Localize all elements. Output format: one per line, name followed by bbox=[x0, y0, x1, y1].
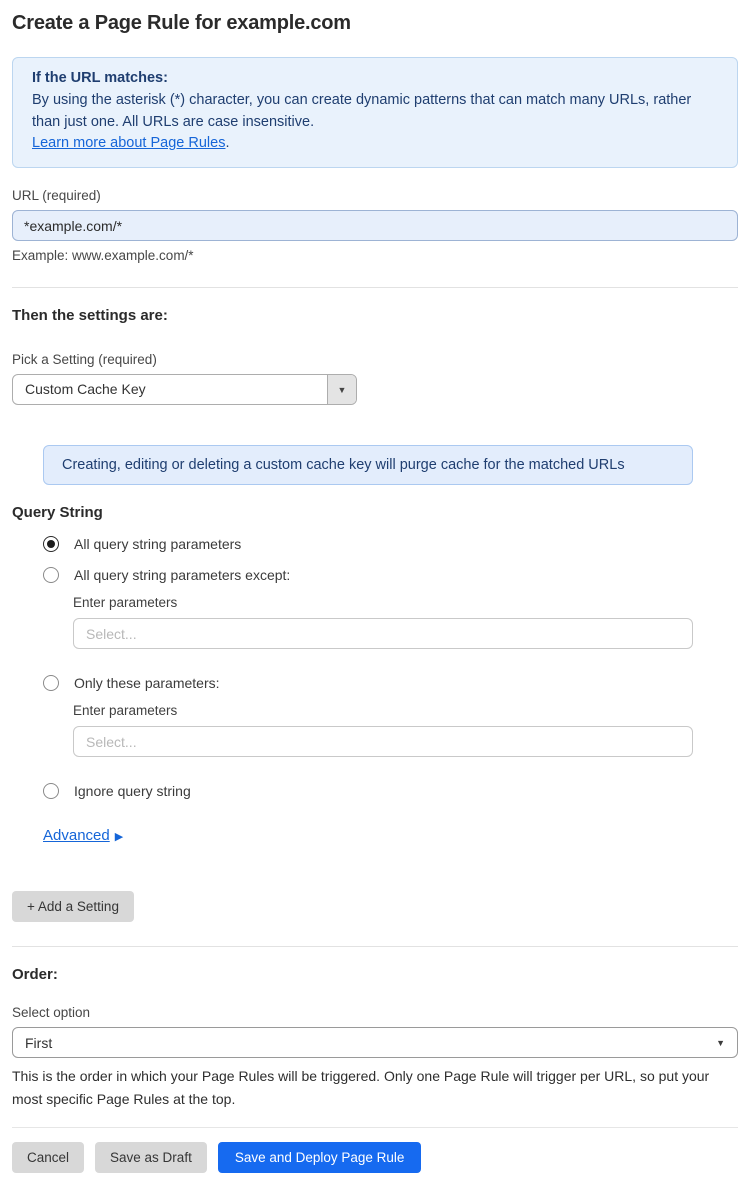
advanced-link-label: Advanced bbox=[43, 827, 110, 844]
cancel-button[interactable]: Cancel bbox=[12, 1142, 84, 1173]
radio-option-only-these[interactable] bbox=[43, 675, 738, 691]
setting-select-caret-button[interactable] bbox=[327, 375, 356, 404]
section-divider bbox=[12, 287, 738, 288]
radio-option-all-params[interactable] bbox=[43, 536, 738, 552]
order-select-value: First bbox=[25, 1034, 53, 1051]
radio-button[interactable] bbox=[43, 783, 59, 799]
url-field-label: URL (required) bbox=[12, 188, 101, 203]
radio-button[interactable] bbox=[43, 675, 59, 691]
arrow-right-icon: ▶ bbox=[114, 831, 124, 843]
radio-label[interactable]: All query string parameters except: bbox=[74, 567, 291, 583]
info-box-heading: If the URL matches: bbox=[32, 70, 168, 86]
chevron-down-icon: ▼ bbox=[337, 384, 347, 395]
page-title: Create a Page Rule for example.com bbox=[12, 12, 351, 34]
radio-label[interactable]: Ignore query string bbox=[74, 783, 191, 799]
except-parameters-field bbox=[73, 595, 738, 649]
save-draft-button[interactable]: Save as Draft bbox=[95, 1142, 207, 1173]
setting-select[interactable] bbox=[12, 374, 357, 405]
info-box-link-line bbox=[32, 133, 718, 155]
learn-more-link[interactable]: Learn more about Page Rules bbox=[32, 135, 226, 152]
order-help-text: This is the order in which your Page Rules will be triggered. Only one Page Rule will trigger per URL, so put your most specific Page Rules at the top. bbox=[12, 1068, 710, 1107]
query-string-heading: Query String bbox=[12, 504, 103, 521]
info-box-body: By using the asterisk (*) character, you can create dynamic patterns that can match many URLs, rather than just one. All URLs are case insensitive. bbox=[32, 91, 692, 130]
pick-setting-label: Pick a Setting (required) bbox=[12, 352, 157, 367]
footer-divider bbox=[12, 1127, 738, 1128]
radio-option-all-except[interactable] bbox=[43, 567, 738, 583]
radio-option-ignore-query[interactable] bbox=[43, 783, 738, 799]
setting-select-value: Custom Cache Key bbox=[25, 381, 146, 397]
order-select-label: Select option bbox=[12, 1005, 91, 1020]
chevron-down-icon: ▼ bbox=[716, 1037, 725, 1048]
radio-button[interactable] bbox=[43, 567, 59, 583]
advanced-link[interactable] bbox=[43, 827, 123, 844]
only-parameters-input[interactable] bbox=[73, 726, 693, 757]
settings-heading: Then the settings are: bbox=[12, 307, 168, 324]
order-select[interactable] bbox=[12, 1027, 738, 1058]
url-example-text: Example: www.example.com/* bbox=[12, 248, 194, 263]
add-setting-button[interactable]: + Add a Setting bbox=[12, 891, 134, 922]
radio-label[interactable]: Only these parameters: bbox=[74, 675, 220, 691]
only-parameters-field bbox=[73, 703, 738, 757]
order-heading: Order: bbox=[12, 966, 58, 983]
url-match-info-box bbox=[12, 57, 738, 168]
except-parameters-input[interactable] bbox=[73, 618, 693, 649]
link-suffix: . bbox=[225, 135, 230, 152]
url-input[interactable] bbox=[12, 210, 738, 241]
footer-actions bbox=[12, 1142, 738, 1173]
enter-parameters-label: Enter parameters bbox=[73, 703, 178, 718]
radio-button-selected[interactable] bbox=[43, 536, 59, 552]
cache-key-notice: Creating, editing or deleting a custom cache key will purge cache for the matched URLs bbox=[43, 445, 693, 485]
enter-parameters-label: Enter parameters bbox=[73, 595, 178, 610]
radio-label[interactable]: All query string parameters bbox=[74, 536, 242, 552]
order-divider bbox=[12, 946, 738, 947]
save-deploy-button[interactable]: Save and Deploy Page Rule bbox=[218, 1142, 422, 1173]
